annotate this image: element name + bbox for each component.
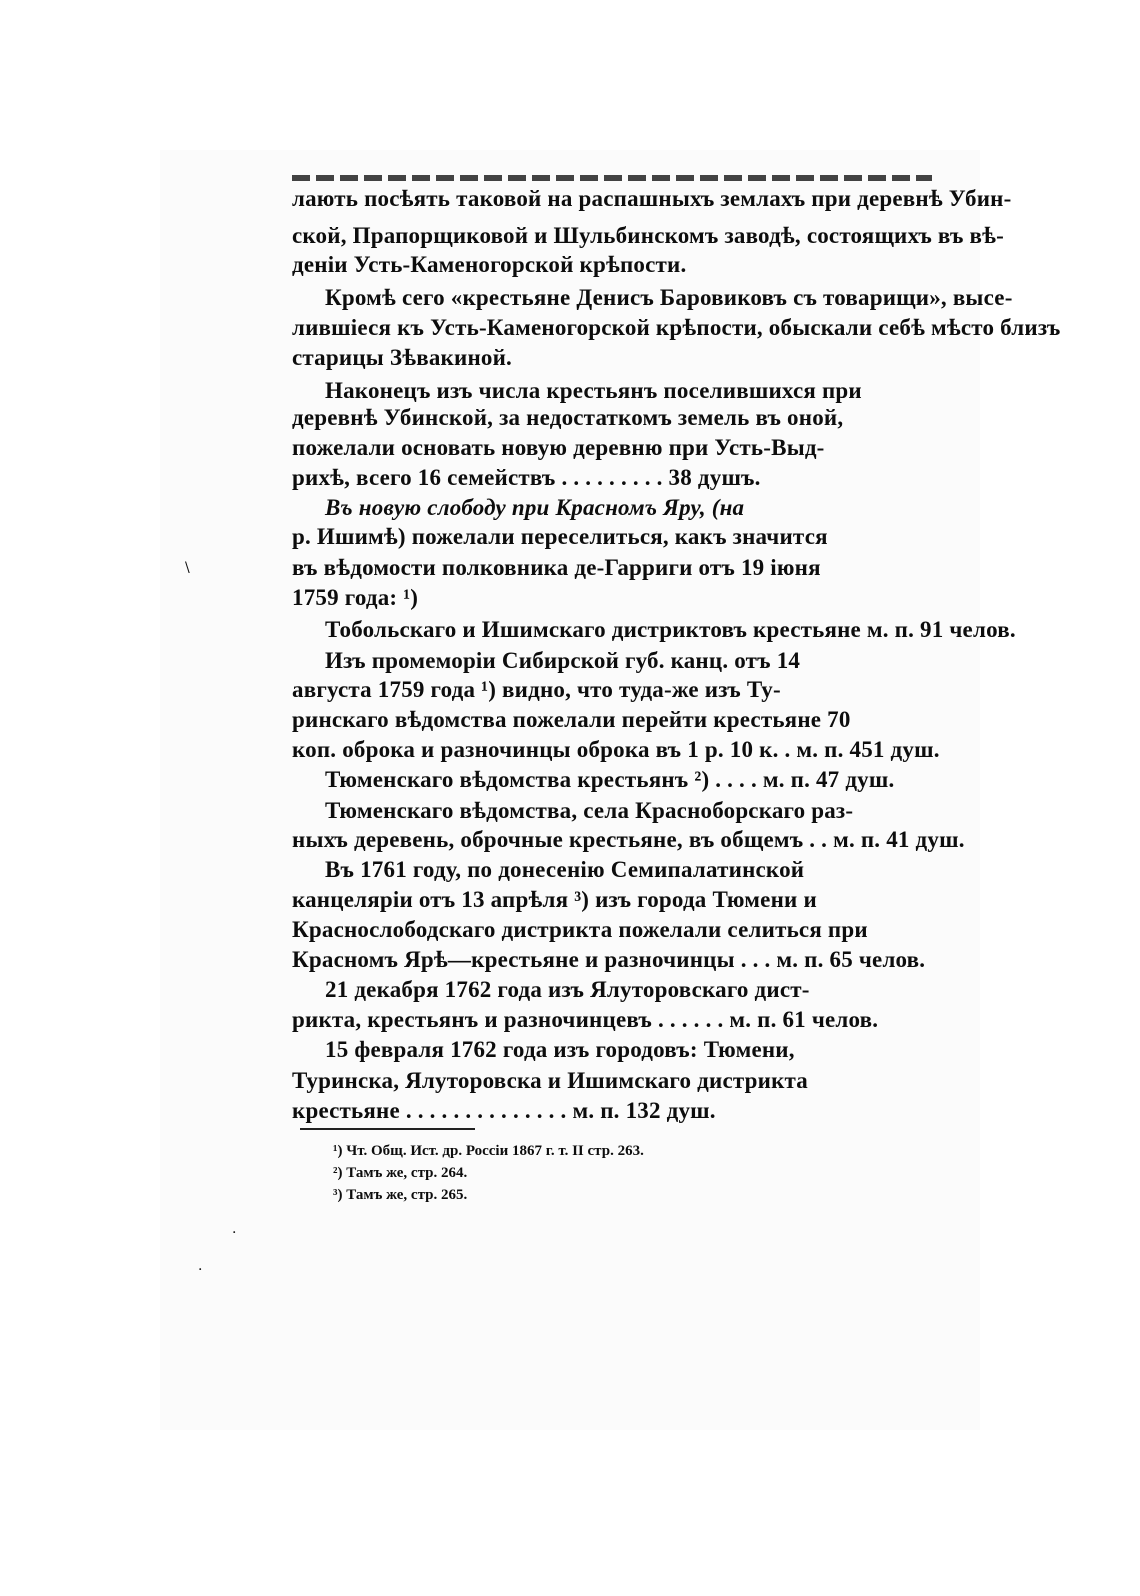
text-line: Краснослободскаго дистрикта пожелали селиться при xyxy=(292,917,868,942)
text-line: Тюменскаго вѣдомства, села Красноборскаго раз- xyxy=(325,798,854,823)
text-line: канцеляріи отъ 13 апрѣля ³) изъ города Тюмени и xyxy=(292,887,817,912)
text-line: рихѣ, всего 16 семействъ . . . . . . . . . 38 душъ. xyxy=(292,465,761,490)
scan-speck: · xyxy=(232,1225,237,1241)
text-line: деніи Усть-Каменогорской крѣпости. xyxy=(292,252,687,277)
text-line: лають посѣять таковой на распашныхъ землахъ при деревнѣ Убин- xyxy=(292,186,1012,211)
text-line: Въ 1761 году, по донесенію Семипалатинской xyxy=(325,857,805,882)
text-line: 21 декабря 1762 года изъ Ялуторовскаго дист- xyxy=(325,977,810,1002)
text-line: старицы Зѣвакиной. xyxy=(292,345,513,370)
text-line: Красномъ Ярѣ—крестьяне и разночинцы . . . м. п. 65 челов. xyxy=(292,947,926,972)
cut-off-top-line xyxy=(292,175,932,181)
text-line: Наконецъ изъ числа крестьянъ поселившихся при xyxy=(325,378,862,403)
text-line: ринскаго вѣдомства пожелали перейти крестьяне 70 xyxy=(292,707,851,732)
text-line: ской, Прапорщиковой и Шульбинскомъ заводѣ, состоящихъ въ вѣ- xyxy=(292,223,1004,248)
footnote: ¹) Чт. Общ. Ист. др. Россіи 1867 г. т. II стр. 263. xyxy=(333,1143,644,1159)
text-line: Кромѣ сего «крестьяне Денисъ Баровиковъ съ товарищи», высе- xyxy=(325,285,1013,310)
footnote-rule xyxy=(300,1128,475,1130)
footnote: ³) Тамъ же, стр. 265. xyxy=(333,1187,468,1203)
text-line: крестьяне . . . . . . . . . . . . . . м. п. 132 душ. xyxy=(292,1098,716,1123)
text-line: ныхъ деревень, оброчные крестьяне, въ общемъ . . м. п. 41 душ. xyxy=(292,827,965,852)
text-line: 1759 года: ¹) xyxy=(292,585,419,610)
text-line: Изъ промеморіи Сибирской губ. канц. отъ 14 xyxy=(325,648,801,673)
scan-speck: \ xyxy=(185,560,190,576)
text-line: Тобольскаго и Ишимскаго дистриктовъ крестьяне м. п. 91 челов. xyxy=(325,617,1016,642)
text-line: р. Ишимѣ) пожелали переселиться, какъ значится xyxy=(292,524,828,549)
text-line: коп. оброка и разночинцы оброка въ 1 р. 10 к. . м. п. 451 душ. xyxy=(292,737,940,762)
text-line: деревнѣ Убинской, за недостаткомъ земель въ оной, xyxy=(292,405,844,430)
text-line: лившіеся къ Усть-Каменогорской крѣпости, обыскали себѣ мѣсто близъ xyxy=(292,315,1061,340)
footnote: ²) Тамъ же, стр. 264. xyxy=(333,1165,468,1181)
text-line: Въ новую слободу при Красномъ Яру, (на xyxy=(325,495,745,520)
scan-speck: · xyxy=(198,1262,203,1278)
text-line: Туринска, Ялуторовска и Ишимскаго дистрикта xyxy=(292,1068,809,1093)
text-line: въ вѣдомости полковника де-Гарриги отъ 19 іюня xyxy=(292,555,821,580)
text-line: пожелали основать новую деревню при Усть-Выд- xyxy=(292,435,825,460)
text-line: 15 февраля 1762 года изъ городовъ: Тюмени, xyxy=(325,1037,795,1062)
text-line: августа 1759 года ¹) видно, что туда-же изъ Ту- xyxy=(292,677,781,702)
text-line: Тюменскаго вѣдомства крестьянъ ²) . . . . м. п. 47 душ. xyxy=(325,767,895,792)
text-line: рикта, крестьянъ и разночинцевъ . . . . . . м. п. 61 челов. xyxy=(292,1007,879,1032)
